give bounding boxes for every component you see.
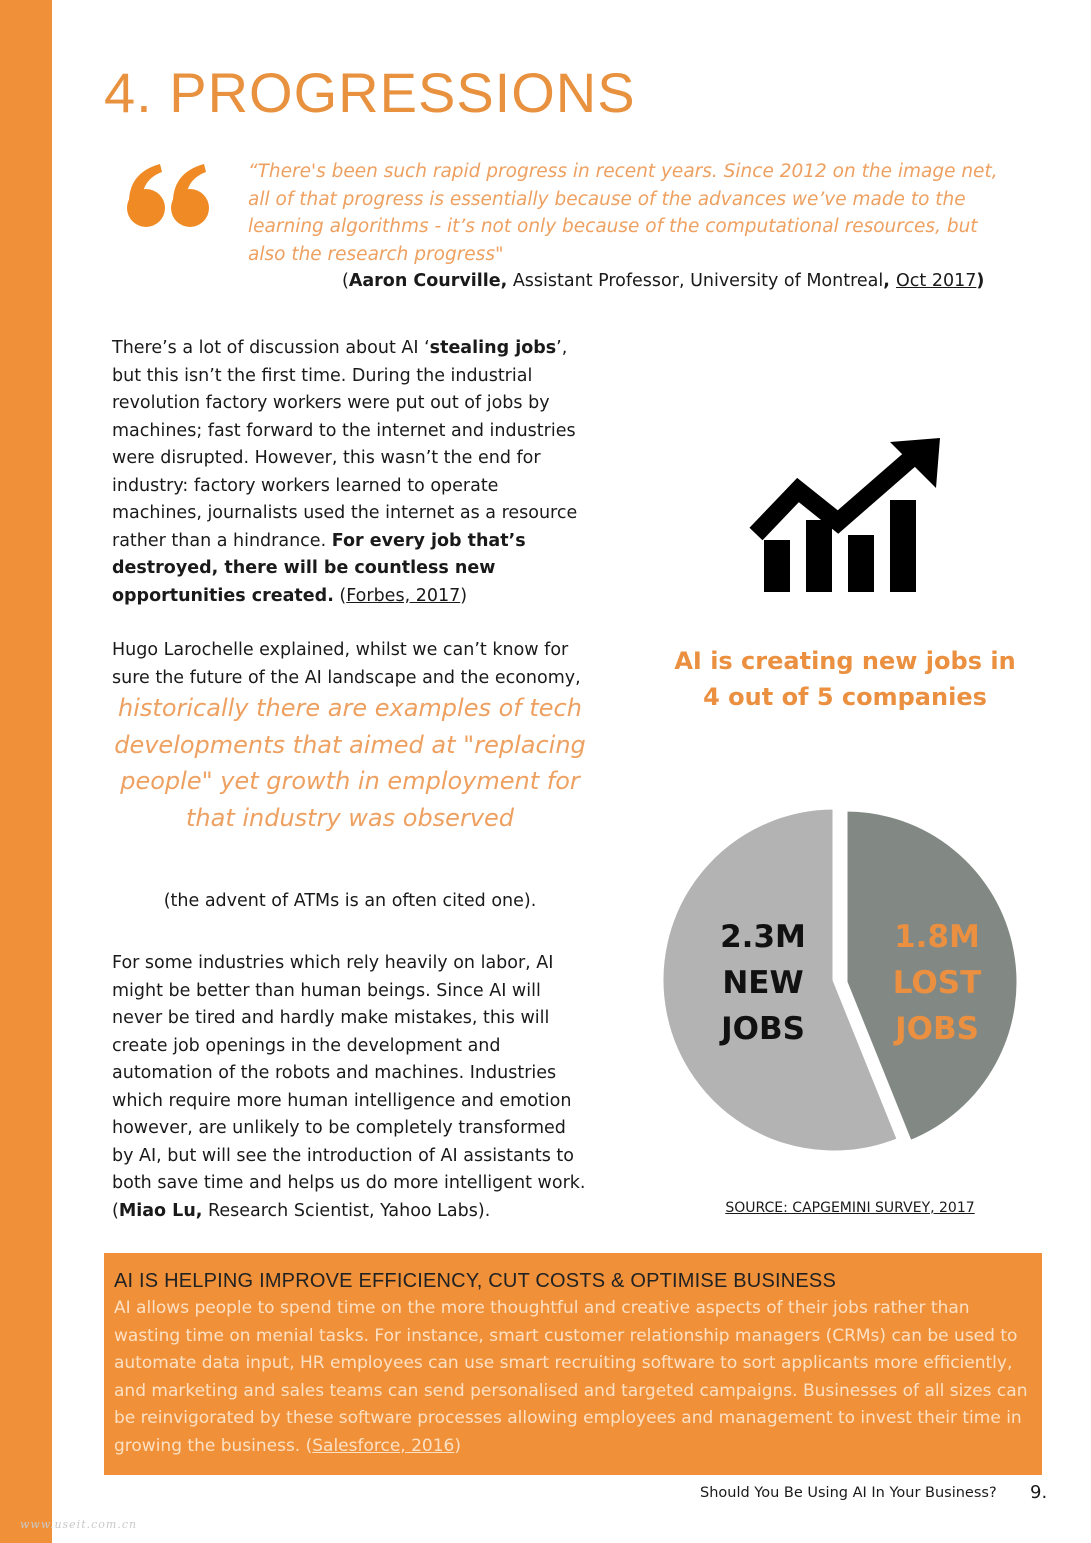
quote-citation	[342, 268, 1042, 294]
chart-source	[640, 1200, 1060, 1216]
p3-author: Miao Lu,	[118, 1200, 203, 1221]
watermark: www.useit.com.cn	[20, 1518, 138, 1531]
cite-close-paren: )	[976, 271, 985, 291]
pie-label-lost-jobs	[893, 919, 981, 1047]
pie-label-new-jobs-line: JOBS	[721, 1011, 805, 1047]
stat-heading-line-2: 4 out of 5 companies	[703, 683, 987, 711]
pie-label-lost-jobs-line: LOST	[892, 965, 982, 1001]
pie-label-new-jobs	[719, 919, 806, 1047]
cite-source-link[interactable]: Oct 2017	[896, 271, 977, 291]
chart-source-text: SOURCE: CAPGEMINI SURVEY, 2017	[725, 1200, 975, 1216]
p1-bold-opportunities: For every job that’s destroyed, there will be countless new opportunities created.	[112, 530, 526, 606]
stat-heading-line-1: AI is creating new jobs in	[674, 647, 1016, 675]
pull-quote: historically there are examples of tech developments that aimed at "replacing people" yet growth in employment for that industry was observed	[114, 694, 586, 832]
efficiency-callout-box	[104, 1253, 1042, 1475]
quote-mark-icon	[124, 160, 214, 232]
body-paragraph-larochelle-intro: Hugo Larochelle explained, whilst we can’t know for sure the future of the AI landscape and the economy,	[112, 640, 581, 688]
p1-text-4: )	[460, 585, 468, 606]
callout-title: AI IS HELPING IMPROVE EFFICIENCY, CUT COSTS & OPTIMISE BUSINESS	[114, 1270, 837, 1292]
jobs-pie-chart	[660, 805, 1020, 1155]
stat-heading	[640, 643, 1050, 715]
body-paragraph-atm-note: (the advent of ATMs is an often cited one).	[163, 891, 537, 911]
callout-body-text: AI allows people to spend time on the more thoughtful and creative aspects of their jobs rather than wasting time on menial tasks. For instance, smart customer relationship managers (CRMs) can be used to automate data input, HR employees can use smart recruiting software to sort applicants more efficiently, and marketing and sales teams can send personalised and targeted campaigns. Businesses of all sizes can be reinvigorated by these software processes allowing employees and management to invest their time in growing the business. (	[114, 1298, 1028, 1456]
pie-label-new-jobs-line: 2.3M	[720, 919, 806, 955]
p3-text: For some industries which rely heavily on labor, AI might be better than human beings. Since AI will never be tired and hardly make mistakes, this will create job openings in the development and automation of the robots and machines. Industries which require more human intelligence and emotion however, are unlikely to be completely transformed by AI, but will see the introduction of AI assistants to both save time and helps us do more intelligent work. (	[112, 953, 586, 1221]
p1-text-3: (	[333, 585, 347, 606]
callout-close-paren: )	[454, 1435, 462, 1456]
cite-author: Aaron Courville,	[348, 271, 508, 291]
body-paragraph-industries	[112, 950, 588, 1225]
page-number: 9.	[1030, 1482, 1048, 1503]
p1-bold-stealing-jobs: stealing jobs	[429, 338, 557, 358]
left-accent-bar	[0, 0, 52, 1543]
quote-text: “There's been such rapid progress in recent years. Since 2012 on the image net, all of that progress is essentially because of the advances we’ve made to the learning algorithms - it’s not only because of the computational resources, but also the research progress"	[248, 161, 998, 265]
p3-role: Research Scientist, Yahoo Labs).	[202, 1200, 491, 1221]
cite-open-paren: (	[342, 271, 349, 291]
p1-text-2: ’, but this isn’t the first time. During the industrial revolution factory workers were put out of jobs by machines; fast forward to the internet and industries were disrupted. However, this wasn’t the end for industry: factory workers learned to operate machines, journalists used the internet as a resource rather than a hindrance.	[112, 338, 578, 551]
growth-bar-chart-arrow-icon	[748, 430, 948, 595]
body-paragraph-jobs	[112, 335, 588, 610]
cite-role: Assistant Professor, University of Montreal	[507, 271, 884, 291]
p1-source-link[interactable]: Forbes, 2017	[346, 585, 461, 606]
callout-body	[114, 1295, 1030, 1460]
footer-document-title: Should You Be Using AI In Your Business?	[700, 1485, 997, 1501]
p1-text-1: There’s a lot of discussion about AI ‘	[112, 338, 430, 358]
pie-label-lost-jobs-line: 1.8M	[894, 919, 980, 955]
section-title: 4. PROGRESSIONS	[104, 61, 636, 124]
pie-label-new-jobs-line: NEW	[722, 965, 804, 1001]
cite-comma: ,	[883, 271, 897, 291]
callout-source-link[interactable]: Salesforce, 2016	[312, 1435, 455, 1456]
pie-label-lost-jobs-line: JOBS	[895, 1011, 979, 1047]
